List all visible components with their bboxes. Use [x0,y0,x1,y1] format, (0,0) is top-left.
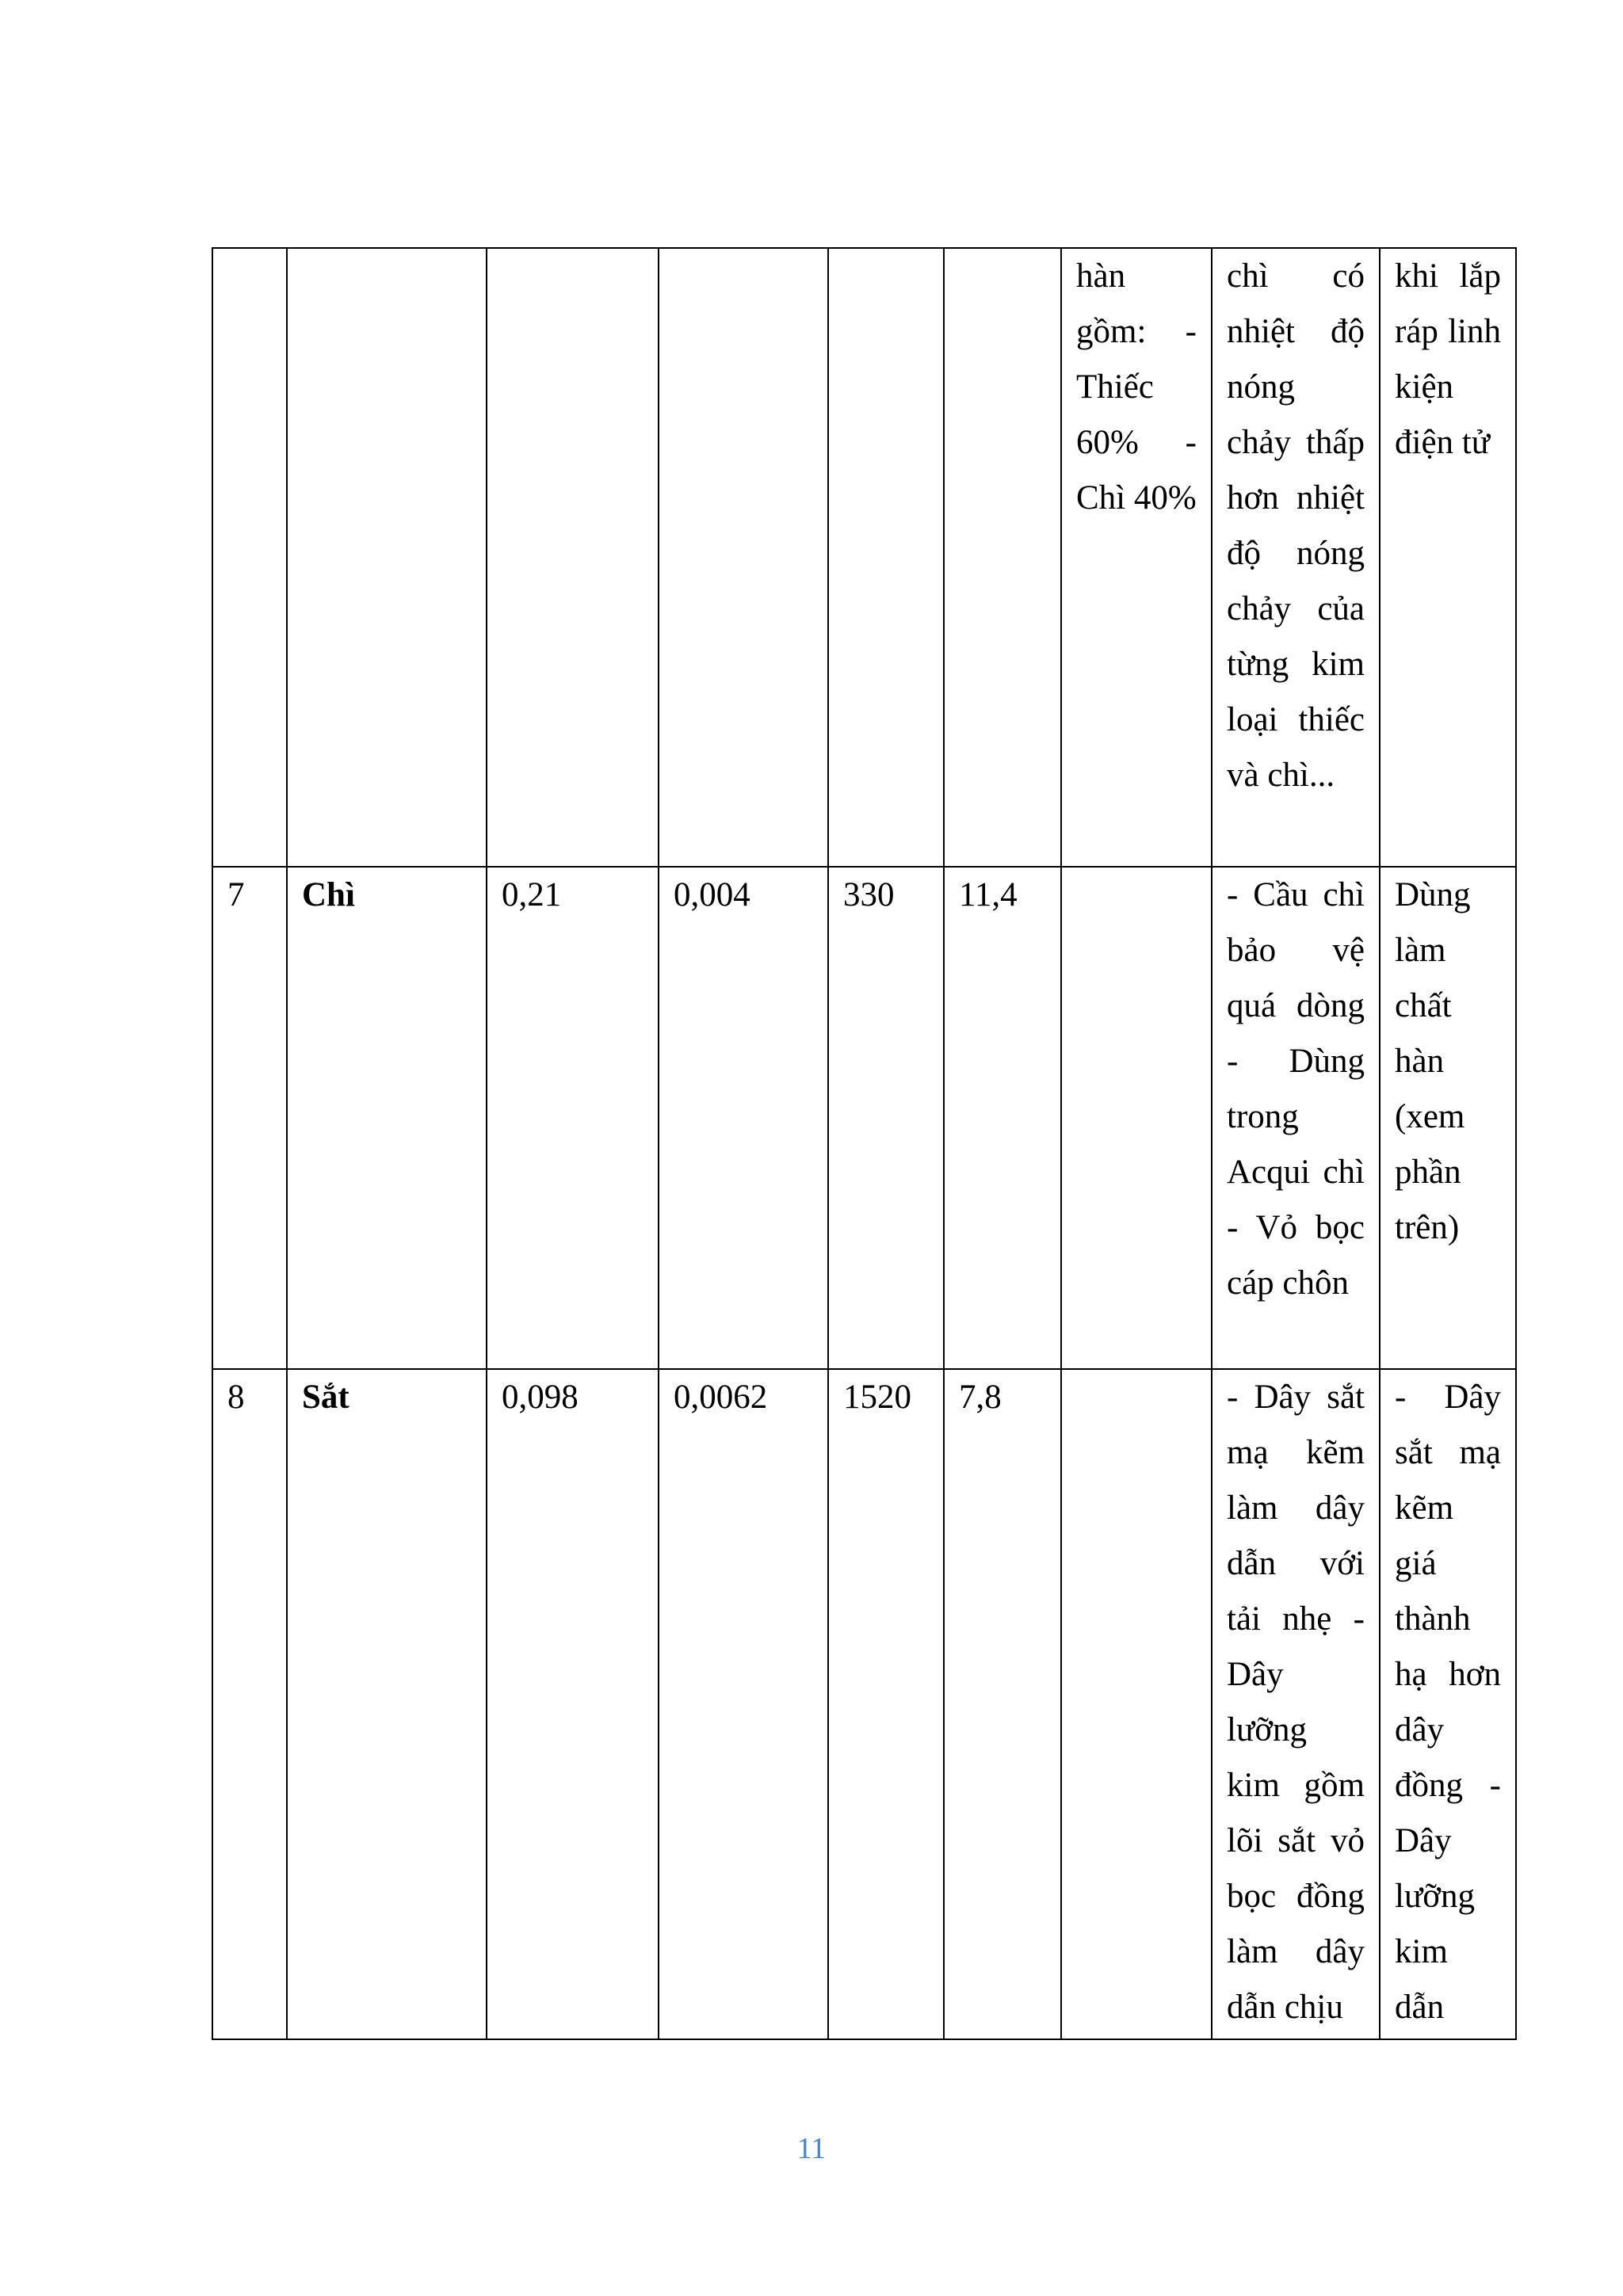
table-row [212,867,1516,1369]
cell-value: 0,004 [659,867,828,1369]
table-row [212,248,1516,867]
cell-properties: chì có nhiệt độ nóng chảy thấp hơn nhiệt độ nóng chảy của từng kim loại thiếc và chì... [1212,248,1380,867]
cell-application: Dùng làm chất hàn (xem phần trên) [1380,867,1516,1369]
cell-material-name: Sắt [287,1369,487,2039]
cell-value: 7,8 [944,1369,1061,2039]
cell-value: 0,098 [487,1369,659,2039]
cell-value [828,248,944,867]
cell-application: khi lắp ráp linh kiện điện tử [1380,248,1516,867]
cell-value: 330 [828,867,944,1369]
cell-value: 1520 [828,1369,944,2039]
cell-stt: 8 [212,1369,287,2039]
page-number: 11 [796,2132,827,2165]
cell-stt: 7 [212,867,287,1369]
cell-composition: hàn gồm: - Thiếc 60% - Chì 40% [1061,248,1212,867]
cell-value: 0,21 [487,867,659,1369]
cell-composition [1061,1369,1212,2039]
cell-material-name: Chì [287,867,487,1369]
cell-material-name [287,248,487,867]
cell-value: 0,0062 [659,1369,828,2039]
cell-properties: - Dây sắt mạ kẽm làm dây dẫn với tải nhẹ - Dây lưỡng kim gồm lõi sắt vỏ bọc đồng làm dây dẫn chịu [1212,1369,1380,2039]
cell-application: - Dây sắt mạ kẽm giá thành hạ hơn dây đồng - Dây lưỡng kim dẫn [1380,1369,1516,2039]
cell-properties: - Cầu chì bảo vệ quá dòng - Dùng trong Acqui chì - Vỏ bọc cáp chôn [1212,867,1380,1369]
cell-stt [212,248,287,867]
materials-table [212,247,1517,2040]
cell-value: 11,4 [944,867,1061,1369]
cell-value [487,248,659,867]
cell-value [659,248,828,867]
cell-value [944,248,1061,867]
table-row [212,1369,1516,2039]
cell-composition [1061,867,1212,1369]
